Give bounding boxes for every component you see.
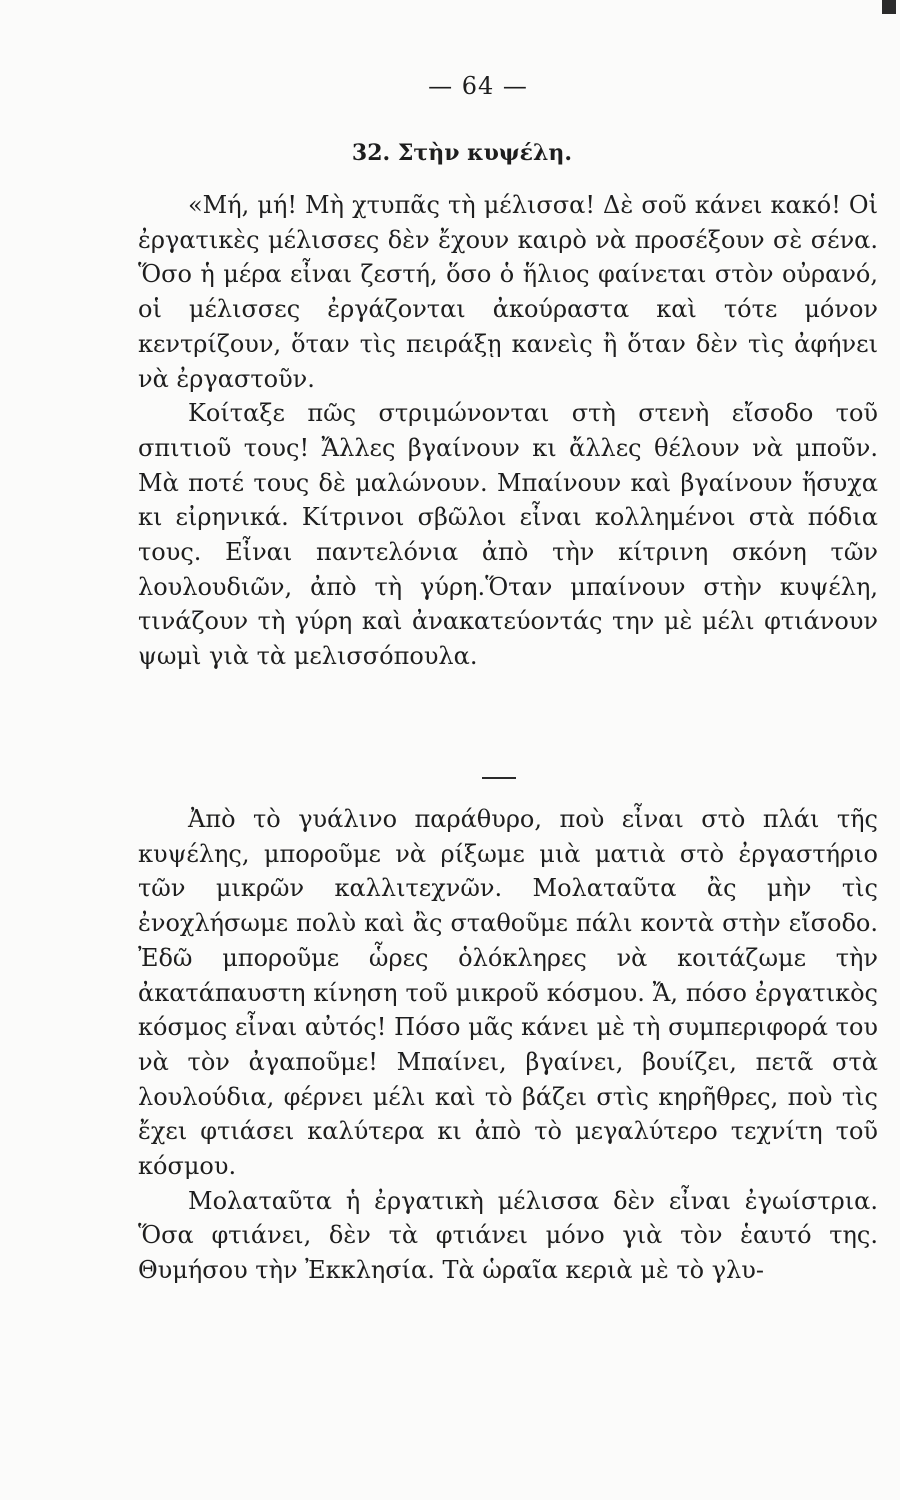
section-2-body — [138, 802, 878, 1288]
paragraph: Μολαταῦτα ἡ ἐργατικὴ μέλισσα δὲν εἶναι ἐγωίστρια. Ὅσα φτιάνει, δὲν τὰ φτιάνει μόνο γιὰ τὸν ἑαυτό της. Θυμήσου τὴν Ἐκκλησία. Τὰ ὡραῖα κεριὰ μὲ τὸ γλυ- — [138, 1186, 878, 1285]
section-divider — [482, 777, 516, 779]
paragraph: «Μή, μή! Μὴ χτυπᾶς τὴ μέλισσα! Δὲ σοῦ κάνει κακό! Οἱ ἐργατικὲς μέλισσες δὲν ἔχουν καιρὸ νὰ προσέξουν σὲ σένα. Ὅσο ἡ μέρα εἶναι ζεστή, ὅσο ὁ ἥλιος φαίνεται στὸν οὐρανό, οἱ μέλισσες ἐργάζονται ἀκούραστα καὶ τότε μόνον κεντρίζουν, ὅταν τὶς πειράξῃ κανεὶς ἢ ὅταν δὲν τὶς ἀφήνει νὰ ἐργαστοῦν. — [138, 191, 878, 393]
section-title: 32. Στὴν κυψέλη. — [351, 140, 573, 166]
section-1-body — [138, 188, 878, 674]
paragraph: Κοίταξε πῶς στριμώνονται στὴ στενὴ εἴσοδο τοῦ σπιτιοῦ τους! Ἄλλες βγαίνουν κι ἄλλες θέλουν νὰ μποῦν. Μὰ ποτέ τους δὲ μαλώνουν. Μπαίνουν καὶ βγαίνουν ἥσυχα κι εἰρηνικά. Κίτρινοι σβῶλοι εἶναι κολλημένοι στὰ πόδια τους. Εἶναι παντελόνια ἀπὸ τὴν κίτρινη σκόνη τῶν λουλουδιῶν, ἀπὸ τὴ γύρη.Ὅταν μπαίνουν στὴν κυψέλη, τινάζουν τὴ γύρη καὶ ἀνακατεύοντάς την μὲ μέλι φτιάνουν ψωμὶ γιὰ τὰ μελισσόπουλα. — [138, 399, 878, 671]
paragraph: Ἀπὸ τὸ γυάλινο παράθυρο, ποὺ εἶναι στὸ πλάι τῆς κυψέλης, μποροῦμε νὰ ρίξωμε μιὰ ματιὰ στὸ ἐργαστήριο τῶν μικρῶν καλλιτεχνῶν. Μολαταῦτα ἂς μὴν τὶς ἐνοχλήσωμε πολὺ καὶ ἂς σταθοῦμε πάλι κοντὰ στὴν εἴσοδο. Ἐδῶ μποροῦμε ὧρες ὁλόκληρες νὰ κοιτάζωμε τὴν ἀκατάπαυστη κίνηση τοῦ μικροῦ κόσμου. Ἄ, πόσο ἐργατικὸς κόσμος εἶναι αὐτός! Πόσο μᾶς κάνει μὲ τὴ συμπεριφορά του νὰ τὸν ἀγαποῦμε! Μπαίνει, βγαίνει, βουίζει, πετᾶ στὰ λουλούδια, φέρνει μέλι καὶ τὸ βάζει στὶς κηρῆθρες, ποὺ τὶς ἔχει φτιάσει καλύτερα κι ἀπὸ τὸ μεγαλύτερο τεχνίτη τοῦ κόσμου. — [138, 805, 878, 1181]
page-number: — 64 — — [428, 72, 528, 100]
corner-mark — [882, 0, 896, 14]
